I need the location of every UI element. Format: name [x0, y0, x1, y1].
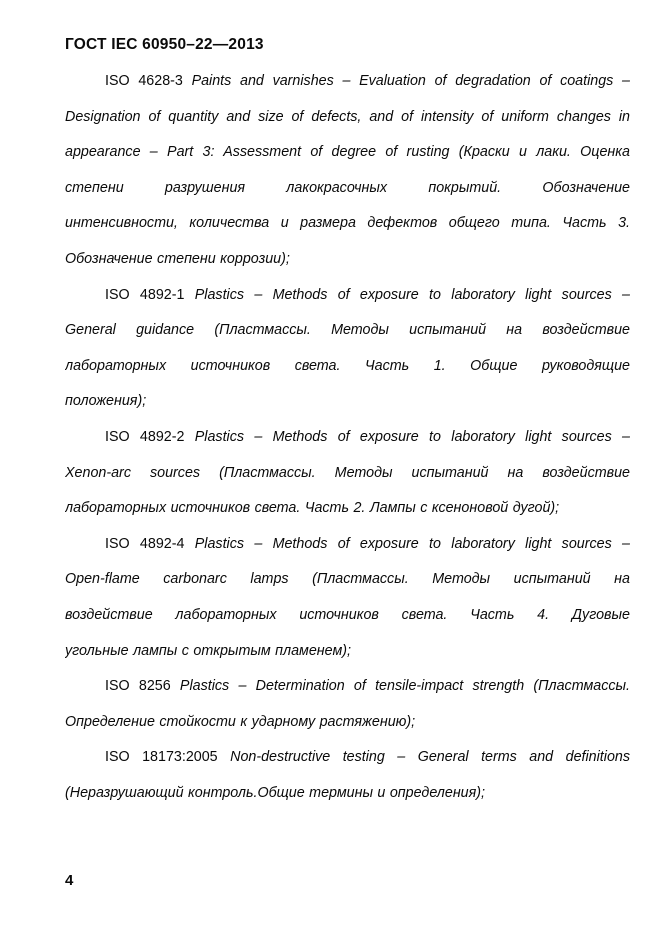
standard-title-text: интенсивности, количества и размера дефектов общего типа. Часть 3. — [65, 215, 630, 232]
text-line — [65, 527, 630, 563]
text-line — [65, 171, 630, 207]
text-line — [65, 278, 630, 314]
standard-ref: ISO 4628-3 — [105, 73, 183, 89]
standard-title-text: Non-destructive testing – General terms and definitions — [217, 749, 630, 766]
standard-title-text: Plastics – Determination of tensile-impact strength (Пластмассы. — [170, 678, 630, 695]
standard-title-text: (Неразрушающий контроль.Общие термины и определения); — [65, 784, 486, 801]
text-line — [65, 242, 630, 278]
standard-ref: ISO 4892-4 — [105, 535, 185, 552]
text-line — [65, 705, 630, 741]
standard-title-text: Open-flame carbonarc lamps (Пластмассы. Методы испытаний на — [65, 571, 630, 588]
standard-title-text: appearance – Part 3: Assessment of degree of rusting (Краски и лаки. Оценка — [65, 144, 630, 161]
text-line — [65, 634, 630, 670]
standard-title-text: Designation of quantity and size of defects, and of intensity of uniform changes in — [65, 108, 630, 125]
standard-title-text: лабораторных источников света. Часть 1. Общие руководящие — [65, 357, 630, 374]
standard-title-text: степени разрушения лакокрасочных покрытий. Обозначение — [65, 179, 630, 196]
text-line — [65, 206, 630, 242]
text-line — [65, 420, 630, 456]
text-line — [65, 562, 630, 598]
standard-title-text: воздействие лабораторных источников света. Часть 4. Дуговые — [65, 606, 630, 623]
standard-title-text: Определение стойкости к ударному растяжению); — [65, 713, 416, 730]
standard-title-text: Plastics – Methods of exposure to laboratory light sources – — [184, 535, 630, 552]
standard-ref: ISO 4892-1 — [105, 286, 185, 303]
text-line — [65, 491, 630, 527]
text-line — [65, 64, 630, 100]
standard-title-text: Paints and varnishes – Evaluation of degradation of coatings – — [182, 73, 630, 89]
standard-ref: ISO 4892-2 — [105, 428, 185, 445]
standard-title-text: Обозначение степени коррозии); — [65, 250, 290, 267]
text-line — [65, 598, 630, 634]
text-line — [65, 384, 630, 420]
standard-title-text: лабораторных источников света. Часть 2. Лампы с ксеноновой дугой); — [65, 500, 560, 517]
page-header: ГОСТ IEC 60950–22—2013 — [65, 36, 264, 53]
text-line — [65, 669, 630, 705]
text-line — [65, 776, 630, 812]
standard-title-text: Xenon-arc sources (Пластмассы. Методы испытаний на воздействие — [65, 464, 630, 481]
text-line — [65, 135, 630, 171]
page-body — [65, 64, 630, 811]
standard-ref: ISO 18173:2005 — [105, 749, 218, 766]
standard-title-text: General guidance (Пластмассы. Методы испытаний на воздействие — [65, 322, 630, 339]
standard-title-text: Plastics – Methods of exposure to laboratory light sources – — [184, 428, 630, 445]
standard-title-text: положения); — [65, 393, 147, 410]
standard-title-text: Plastics – Methods of exposure to laboratory light sources – — [184, 286, 630, 303]
page-number: 4 — [65, 872, 74, 889]
text-line — [65, 313, 630, 349]
text-line — [65, 349, 630, 385]
standard-title-text: угольные лампы с открытым пламенем); — [65, 642, 351, 659]
standard-ref: ISO 8256 — [105, 678, 171, 695]
text-line — [65, 740, 630, 776]
text-line — [65, 456, 630, 492]
text-line — [65, 100, 630, 136]
